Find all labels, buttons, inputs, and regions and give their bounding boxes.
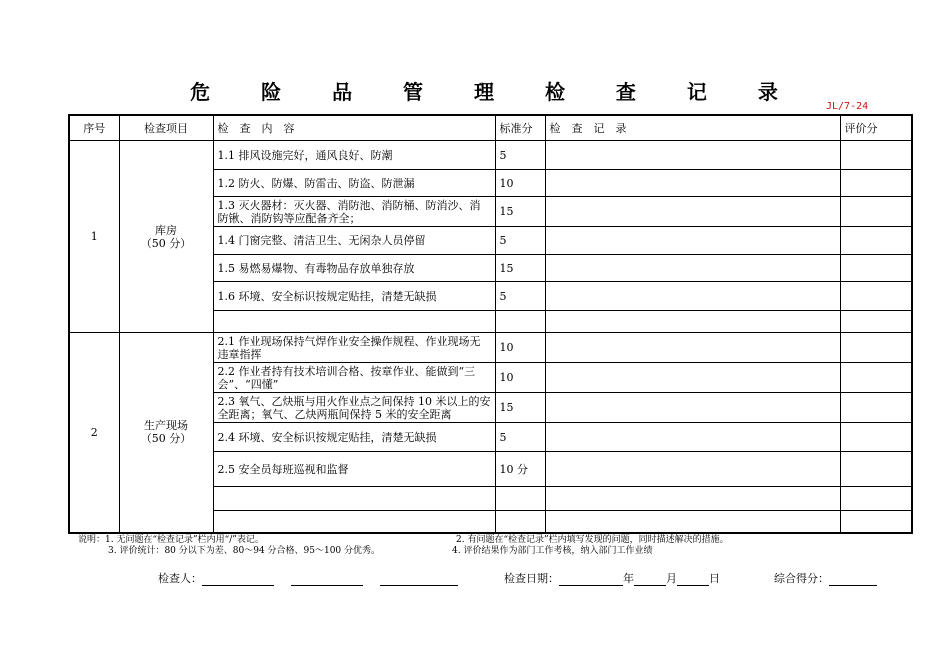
row-score: 15 [495,255,545,282]
day-blank[interactable] [677,573,709,586]
rating-cell[interactable] [840,255,912,282]
rating-cell[interactable] [840,311,912,333]
note-1: 说明：1. 无问题在“检查记录”栏内用“/”表记。 [78,535,264,545]
rating-cell[interactable] [840,141,912,170]
table-row [69,141,912,170]
header-score: 标准分 [495,115,545,141]
group-no: 1 [69,141,119,333]
inspection-table [68,114,913,534]
total-label: 综合得分： [774,572,829,585]
row-content: 1.6 环境、安全标识按规定贴挂，清楚无缺损 [213,282,495,311]
empty-cell[interactable] [495,487,545,511]
group-item-points: （50 分） [140,236,192,250]
row-score: 5 [495,227,545,255]
rating-cell[interactable] [840,487,912,511]
total-signoff [774,570,877,586]
empty-cell[interactable] [495,311,545,333]
day-label: 日 [709,572,720,585]
row-content: 2.1 作业现场保持气焊作业安全操作规程、作业现场无违章指挥 [213,333,495,363]
record-cell[interactable] [545,423,840,452]
empty-cell[interactable] [213,487,495,511]
row-content: 1.4 门窗完整、清洁卫生、无闲杂人员停留 [213,227,495,255]
row-content: 2.2 作业者持有技术培训合格、按章作业、能做到“三会”、“四懂” [213,363,495,393]
row-score: 10 分 [495,452,545,487]
rating-cell[interactable] [840,170,912,197]
row-content: 2.3 氧气、乙炔瓶与用火作业点之间保持 10 米以上的安全距离；氧气、乙炔两瓶间保持 5 米的安全距离 [213,393,495,423]
record-cell[interactable] [545,333,840,363]
row-score: 15 [495,393,545,423]
year-blank[interactable] [559,573,623,586]
date-signoff [504,570,720,586]
header-rating: 评价分 [840,115,912,141]
row-content: 1.5 易燃易爆物、有毒物品存放单独存放 [213,255,495,282]
record-cell[interactable] [545,197,840,227]
header-item: 检查项目 [119,115,213,141]
note-3: 3. 评价统计：80 分以下为差、80～94 分合格、95～100 分优秀。 [108,546,381,556]
rating-cell[interactable] [840,393,912,423]
row-content: 2.4 环境、安全标识按规定贴挂，清楚无缺损 [213,423,495,452]
record-cell[interactable] [545,311,840,333]
row-score: 10 [495,363,545,393]
record-cell[interactable] [545,511,840,533]
record-cell[interactable] [545,393,840,423]
inspector-blank-2[interactable] [291,573,363,586]
record-cell[interactable] [545,282,840,311]
month-label: 月 [666,572,677,585]
row-content: 1.2 防火、防爆、防雷击、防盗、防泄漏 [213,170,495,197]
row-score: 5 [495,282,545,311]
group-item [119,141,213,333]
row-content: 1.1 排风设施完好，通风良好、防潮 [213,141,495,170]
date-label: 检查日期： [504,572,559,585]
record-cell[interactable] [545,363,840,393]
record-cell[interactable] [545,487,840,511]
row-content: 1.3 灭火器材：灭火器、消防池、消防桶、防消沙、消防锹、消防钩等应配备齐全； [213,197,495,227]
record-cell[interactable] [545,227,840,255]
page-title: 危 险 品 管 理 检 查 记 录 [190,80,800,104]
year-label: 年 [623,572,634,585]
record-cell[interactable] [545,255,840,282]
group-item-name: 库房 [155,223,177,237]
note-2: 2. 有问题在“检查记录”栏内填写发现的问题，同时描述解决的措施。 [456,535,729,545]
total-blank[interactable] [829,573,877,586]
rating-cell[interactable] [840,423,912,452]
record-cell[interactable] [545,452,840,487]
rating-cell[interactable] [840,333,912,363]
note-4: 4. 评价结果作为部门工作考核，纳入部门工作业绩 [452,546,653,556]
group-item-name: 生产现场 [144,419,188,433]
row-score: 10 [495,333,545,363]
header-record: 检 查 记 录 [545,115,840,141]
rating-cell[interactable] [840,452,912,487]
record-cell[interactable] [545,170,840,197]
row-content: 2.5 安全员每班巡视和监督 [213,452,495,487]
record-cell[interactable] [545,141,840,170]
inspector-blank-3[interactable] [380,573,458,586]
row-score: 5 [495,423,545,452]
table-row [69,333,912,363]
month-blank[interactable] [634,573,666,586]
rating-cell[interactable] [840,227,912,255]
group-item [119,333,213,533]
header-no: 序号 [69,115,119,141]
rating-cell[interactable] [840,282,912,311]
rating-cell[interactable] [840,363,912,393]
rating-cell[interactable] [840,511,912,533]
header-content: 检 查 内 容 [213,115,495,141]
header-row [69,115,912,141]
row-score: 10 [495,170,545,197]
inspector-signoff [158,570,458,586]
group-no: 2 [69,333,119,533]
empty-cell[interactable] [495,511,545,533]
inspector-label: 检查人： [158,572,202,585]
row-score: 5 [495,141,545,170]
empty-cell[interactable] [213,311,495,333]
row-score: 15 [495,197,545,227]
rating-cell[interactable] [840,197,912,227]
inspector-blank-1[interactable] [202,573,274,586]
group-item-points: （50 分） [140,432,192,446]
empty-cell[interactable] [213,511,495,533]
document-code: JL/7-24 [826,101,869,112]
